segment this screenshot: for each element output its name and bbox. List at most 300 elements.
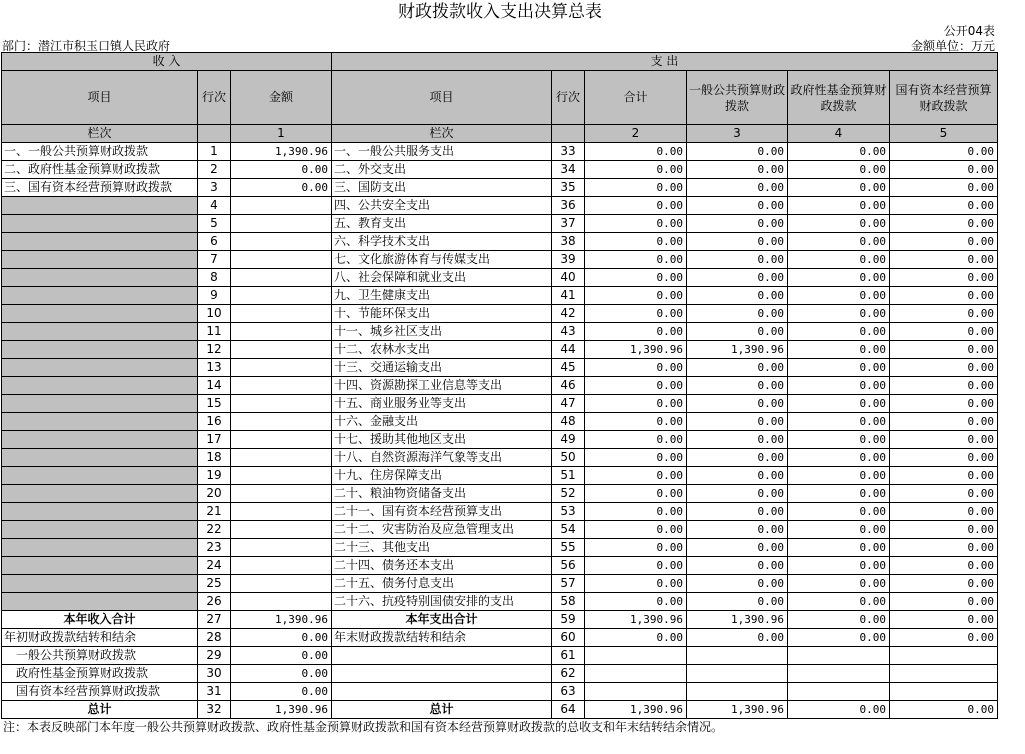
income-amount: [231, 539, 332, 557]
expense-state-capital: 0.00: [890, 359, 998, 377]
gov-fund-header: 政府性基金预算财政拨款: [788, 71, 890, 125]
expense-item: 十一、城乡社区支出: [332, 323, 552, 341]
summary-row: [2, 611, 998, 629]
grand-total-income-amount: 1,390.96: [231, 701, 332, 719]
end-balance-general: 0.00: [687, 629, 788, 647]
grand-total-gov-fund: 0.00: [788, 701, 890, 719]
expense-state-capital: 0.00: [890, 215, 998, 233]
income-amount: 0.00: [231, 161, 332, 179]
income-amount: [231, 233, 332, 251]
expense-gov-fund: 0.00: [788, 395, 890, 413]
expense-gov-fund: 0.00: [788, 197, 890, 215]
expense-state-capital: 0.00: [890, 485, 998, 503]
expense-general-budget: 0.00: [687, 269, 788, 287]
expense-item: 十九、住房保障支出: [332, 467, 552, 485]
expense-general-budget: 0.00: [687, 395, 788, 413]
blank-cell: [585, 647, 687, 665]
table-row: [2, 359, 998, 377]
col-index-4: 4: [788, 125, 890, 143]
income-amount: [231, 431, 332, 449]
income-line-no: 18: [198, 449, 231, 467]
grand-total-expense-line-no: 64: [552, 701, 585, 719]
table-row: [2, 251, 998, 269]
income-amount: [231, 521, 332, 539]
expense-total: 0.00: [585, 575, 687, 593]
col-index-1: 1: [231, 125, 332, 143]
income-line-header: 行次: [198, 71, 231, 125]
expense-total: 0.00: [585, 143, 687, 161]
expense-state-capital: 0.00: [890, 179, 998, 197]
expense-total-gov-fund: 0.00: [788, 611, 890, 629]
col-index-2: 2: [585, 125, 687, 143]
expense-general-budget: 0.00: [687, 467, 788, 485]
blank-cell: [687, 647, 788, 665]
expense-total-sum: 1,390.96: [585, 611, 687, 629]
expense-general-budget: 1,390.96: [687, 341, 788, 359]
expense-gov-fund: 0.00: [788, 575, 890, 593]
income-line-no: 2: [198, 161, 231, 179]
blank-cell: [788, 647, 890, 665]
expense-state-capital: 0.00: [890, 521, 998, 539]
income-index-label: 栏次: [2, 125, 198, 143]
expense-general-budget: 0.00: [687, 431, 788, 449]
balance-subitem-amount: 0.00: [231, 683, 332, 701]
income-item: [2, 521, 198, 539]
end-balance-total: 0.00: [585, 629, 687, 647]
expense-total: 0.00: [585, 161, 687, 179]
income-amount: [231, 215, 332, 233]
table-row: [2, 179, 998, 197]
table-row: [2, 557, 998, 575]
income-line-no: 25: [198, 575, 231, 593]
expense-state-capital: 0.00: [890, 593, 998, 611]
expense-total-state-capital: 0.00: [890, 611, 998, 629]
expense-gov-fund: 0.00: [788, 467, 890, 485]
expense-gov-fund: 0.00: [788, 431, 890, 449]
expense-total: 0.00: [585, 539, 687, 557]
expense-gov-fund: 0.00: [788, 503, 890, 521]
expense-item: 十二、农林水支出: [332, 341, 552, 359]
col-index-3: 3: [687, 125, 788, 143]
table-row: [2, 197, 998, 215]
income-amount: 1,390.96: [231, 143, 332, 161]
expense-line-no: 49: [552, 431, 585, 449]
expense-gov-fund: 0.00: [788, 449, 890, 467]
income-item: [2, 449, 198, 467]
income-amount: 0.00: [231, 179, 332, 197]
income-line-no: 23: [198, 539, 231, 557]
table-body: [2, 53, 998, 719]
expense-gov-fund: 0.00: [788, 287, 890, 305]
expense-line-no: 34: [552, 161, 585, 179]
income-item: [2, 395, 198, 413]
income-line-no: 9: [198, 287, 231, 305]
end-balance-gov-fund: 0.00: [788, 629, 890, 647]
expense-line-no: 39: [552, 251, 585, 269]
expense-item: 二十六、抗疫特别国债安排的支出: [332, 593, 552, 611]
expense-gov-fund: 0.00: [788, 413, 890, 431]
table-row: [2, 215, 998, 233]
expense-state-capital: 0.00: [890, 395, 998, 413]
expense-gov-fund: 0.00: [788, 341, 890, 359]
expense-line-no: 38: [552, 233, 585, 251]
income-amount: [231, 341, 332, 359]
expense-total: 0.00: [585, 413, 687, 431]
blank-cell: [788, 665, 890, 683]
income-amount: [231, 557, 332, 575]
income-line-no: 7: [198, 251, 231, 269]
income-line-no: 4: [198, 197, 231, 215]
expense-general-budget: 0.00: [687, 143, 788, 161]
table-row: [2, 467, 998, 485]
income-item: [2, 503, 198, 521]
table-row: [2, 161, 998, 179]
balance-row: [2, 629, 998, 647]
table-row: [2, 413, 998, 431]
grand-total-sum: 1,390.96: [585, 701, 687, 719]
col-index-5: 5: [890, 125, 998, 143]
table-row: [2, 269, 998, 287]
income-line-no: 19: [198, 467, 231, 485]
balance-subitem-line-no: 31: [198, 683, 231, 701]
table-row: [2, 305, 998, 323]
expense-general-budget: 0.00: [687, 215, 788, 233]
income-line-no: 6: [198, 233, 231, 251]
income-item: [2, 539, 198, 557]
expense-line-no: 56: [552, 557, 585, 575]
balance-subitem-label: 政府性基金预算财政拨款: [2, 665, 198, 683]
blank-cell: [332, 683, 552, 701]
income-item: [2, 485, 198, 503]
table-row: [2, 143, 998, 161]
expense-general-budget: 0.00: [687, 179, 788, 197]
expense-line-no: 58: [552, 593, 585, 611]
expense-state-capital: 0.00: [890, 251, 998, 269]
blank-cell: [332, 665, 552, 683]
expense-general-budget: 0.00: [687, 197, 788, 215]
expense-line-no: 44: [552, 341, 585, 359]
unit-label: 金额单位：万元: [910, 39, 995, 53]
income-amount: [231, 305, 332, 323]
income-amount: [231, 485, 332, 503]
income-item-header: 项目: [2, 71, 198, 125]
expense-item: 二十二、灾害防治及应急管理支出: [332, 521, 552, 539]
table-row: [2, 539, 998, 557]
expense-line-no: 57: [552, 575, 585, 593]
expense-total: 0.00: [585, 323, 687, 341]
expense-line-header: 行次: [552, 71, 585, 125]
income-line-no: 14: [198, 377, 231, 395]
expense-gov-fund: 0.00: [788, 143, 890, 161]
income-total-label: 本年收入合计: [2, 611, 198, 629]
expense-general-budget: 0.00: [687, 557, 788, 575]
expense-total: 0.00: [585, 467, 687, 485]
balance-subitem-line-no: 29: [198, 647, 231, 665]
income-item: [2, 413, 198, 431]
expense-item: 四、公共安全支出: [332, 197, 552, 215]
expense-line-no: 37: [552, 215, 585, 233]
income-amount: [231, 323, 332, 341]
expense-total: 0.00: [585, 215, 687, 233]
income-item: 二、政府性基金预算财政拨款: [2, 161, 198, 179]
income-line-no: 8: [198, 269, 231, 287]
income-line-no: 22: [198, 521, 231, 539]
total-header: 合计: [585, 71, 687, 125]
expense-general-budget: 0.00: [687, 485, 788, 503]
expense-line-no: 40: [552, 269, 585, 287]
expense-gov-fund: 0.00: [788, 539, 890, 557]
grand-total-general: 1,390.96: [687, 701, 788, 719]
expense-state-capital: 0.00: [890, 341, 998, 359]
expense-item: 二十五、债务付息支出: [332, 575, 552, 593]
expense-state-capital: 0.00: [890, 161, 998, 179]
income-line-no: 3: [198, 179, 231, 197]
end-balance-state-capital: 0.00: [890, 629, 998, 647]
expense-item: 八、社会保障和就业支出: [332, 269, 552, 287]
table-row: [2, 233, 998, 251]
income-total-amount: 1,390.96: [231, 611, 332, 629]
balance-subitem-line-no: 30: [198, 665, 231, 683]
expense-line-no: 42: [552, 305, 585, 323]
budget-table: [1, 52, 998, 719]
income-item: [2, 557, 198, 575]
expense-general-budget: 0.00: [687, 323, 788, 341]
income-amount: [231, 575, 332, 593]
expense-item: 十七、援助其他地区支出: [332, 431, 552, 449]
expense-line-no: 50: [552, 449, 585, 467]
income-amount: [231, 413, 332, 431]
table-row: [2, 521, 998, 539]
income-line-no: 20: [198, 485, 231, 503]
expense-total: 0.00: [585, 251, 687, 269]
expense-state-capital: 0.00: [890, 143, 998, 161]
income-line-no: 21: [198, 503, 231, 521]
income-item: [2, 431, 198, 449]
expense-state-capital: 0.00: [890, 233, 998, 251]
index-blank: [198, 125, 231, 143]
expense-general-budget: 0.00: [687, 161, 788, 179]
expense-general-budget: 0.00: [687, 377, 788, 395]
income-amount: [231, 467, 332, 485]
expense-item: 九、卫生健康支出: [332, 287, 552, 305]
expense-total-line-no: 59: [552, 611, 585, 629]
income-item: [2, 269, 198, 287]
expense-item: 十三、交通运输支出: [332, 359, 552, 377]
expense-item: 二、外交支出: [332, 161, 552, 179]
expense-total: 0.00: [585, 197, 687, 215]
expense-line-no: 54: [552, 521, 585, 539]
balance-subitem-row: [2, 647, 998, 665]
expense-item: 七、文化旅游体育与传媒支出: [332, 251, 552, 269]
end-balance-label: 年末财政拨款结转和结余: [332, 629, 552, 647]
income-amount: [231, 359, 332, 377]
expense-item-header: 项目: [332, 71, 552, 125]
income-line-no: 16: [198, 413, 231, 431]
section-header-row: [2, 53, 998, 71]
income-line-no: 10: [198, 305, 231, 323]
income-item: [2, 575, 198, 593]
expense-state-capital: 0.00: [890, 575, 998, 593]
table-row: [2, 593, 998, 611]
expense-total: 0.00: [585, 431, 687, 449]
expense-total-general: 1,390.96: [687, 611, 788, 629]
expense-line-no: 47: [552, 395, 585, 413]
income-line-no: 1: [198, 143, 231, 161]
income-amount: [231, 287, 332, 305]
expense-state-capital: 0.00: [890, 377, 998, 395]
expense-state-capital: 0.00: [890, 467, 998, 485]
expense-item: 五、教育支出: [332, 215, 552, 233]
expense-total: 0.00: [585, 179, 687, 197]
expense-total: 0.00: [585, 557, 687, 575]
expense-line-no: 61: [552, 647, 585, 665]
grand-total-state-capital: 0.00: [890, 701, 998, 719]
income-line-no: 13: [198, 359, 231, 377]
expense-item: 十八、自然资源海洋气象等支出: [332, 449, 552, 467]
expense-state-capital: 0.00: [890, 269, 998, 287]
expense-total: 0.00: [585, 521, 687, 539]
income-amount: [231, 251, 332, 269]
expense-gov-fund: 0.00: [788, 215, 890, 233]
expense-gov-fund: 0.00: [788, 233, 890, 251]
footnote: 注：本表反映部门本年度一般公共预算财政拨款、政府性基金预算财政拨款和国有资本经营预算财政拨款的总收支和年末结转结余情况。: [3, 720, 724, 734]
expense-gov-fund: 0.00: [788, 359, 890, 377]
expense-general-budget: 0.00: [687, 287, 788, 305]
expense-line-no: 55: [552, 539, 585, 557]
expense-total-label: 本年支出合计: [332, 611, 552, 629]
expense-item: 十四、资源勘探工业信息等支出: [332, 377, 552, 395]
expense-total: 0.00: [585, 449, 687, 467]
expense-gov-fund: 0.00: [788, 305, 890, 323]
expense-gov-fund: 0.00: [788, 179, 890, 197]
income-item: [2, 215, 198, 233]
table-row: [2, 449, 998, 467]
expense-item: 一、一般公共服务支出: [332, 143, 552, 161]
income-item: [2, 197, 198, 215]
expense-item: 二十三、其他支出: [332, 539, 552, 557]
expense-line-no: 46: [552, 377, 585, 395]
general-budget-header: 一般公共预算财政拨款: [687, 71, 788, 125]
expense-state-capital: 0.00: [890, 287, 998, 305]
expense-state-capital: 0.00: [890, 197, 998, 215]
expense-gov-fund: 0.00: [788, 323, 890, 341]
expense-total: 0.00: [585, 485, 687, 503]
begin-balance-amount: 0.00: [231, 629, 332, 647]
expense-item: 十五、商业服务业等支出: [332, 395, 552, 413]
expense-total: 0.00: [585, 503, 687, 521]
begin-balance-line-no: 28: [198, 629, 231, 647]
income-section-header: 收 入: [2, 53, 332, 71]
blank-cell: [687, 665, 788, 683]
department-label: 部门：潜江市积玉口镇人民政府: [2, 39, 171, 53]
grand-total-income-line-no: 32: [198, 701, 231, 719]
expense-line-no: 41: [552, 287, 585, 305]
blank-cell: [890, 683, 998, 701]
table-row: [2, 395, 998, 413]
expense-state-capital: 0.00: [890, 503, 998, 521]
form-code: 公开04表: [943, 24, 995, 38]
expense-total: 0.00: [585, 395, 687, 413]
balance-subitem-label: 一般公共预算财政拨款: [2, 647, 198, 665]
income-item: [2, 593, 198, 611]
table-row: [2, 575, 998, 593]
table-row: [2, 341, 998, 359]
expense-general-budget: 0.00: [687, 521, 788, 539]
expense-general-budget: 0.00: [687, 593, 788, 611]
expense-total: 0.00: [585, 359, 687, 377]
expense-general-budget: 0.00: [687, 413, 788, 431]
expense-line-no: 43: [552, 323, 585, 341]
expense-line-no: 63: [552, 683, 585, 701]
table-row: [2, 485, 998, 503]
income-item: 一、一般公共预算财政拨款: [2, 143, 198, 161]
expense-line-no: 45: [552, 359, 585, 377]
expense-item: 二十一、国有资本经营预算支出: [332, 503, 552, 521]
expense-total: 0.00: [585, 233, 687, 251]
expense-section-header: 支 出: [332, 53, 998, 71]
income-item: 三、国有资本经营预算财政拨款: [2, 179, 198, 197]
expense-item: 二十、粮油物资储备支出: [332, 485, 552, 503]
expense-item: 十六、金融支出: [332, 413, 552, 431]
report-title: 财政拨款收入支出决算总表: [398, 2, 602, 22]
expense-line-no: 52: [552, 485, 585, 503]
expense-general-budget: 0.00: [687, 359, 788, 377]
expense-state-capital: 0.00: [890, 431, 998, 449]
income-amount: [231, 377, 332, 395]
income-item: [2, 377, 198, 395]
income-line-no: 5: [198, 215, 231, 233]
expense-total: 0.00: [585, 593, 687, 611]
expense-state-capital: 0.00: [890, 449, 998, 467]
table-row: [2, 377, 998, 395]
table-row: [2, 287, 998, 305]
expense-state-capital: 0.00: [890, 557, 998, 575]
expense-total: 0.00: [585, 305, 687, 323]
expense-item: 二十四、债务还本支出: [332, 557, 552, 575]
income-item: [2, 359, 198, 377]
income-line-no: 12: [198, 341, 231, 359]
expense-line-no: 51: [552, 467, 585, 485]
income-amount: [231, 449, 332, 467]
income-line-no: 26: [198, 593, 231, 611]
income-line-no: 17: [198, 431, 231, 449]
blank-cell: [890, 647, 998, 665]
blank-cell: [585, 665, 687, 683]
income-item: [2, 251, 198, 269]
expense-gov-fund: 0.00: [788, 521, 890, 539]
expense-general-budget: 0.00: [687, 233, 788, 251]
blank-cell: [687, 683, 788, 701]
income-item: [2, 305, 198, 323]
expense-gov-fund: 0.00: [788, 485, 890, 503]
expense-line-no: 36: [552, 197, 585, 215]
grand-total-income-label: 总计: [2, 701, 198, 719]
income-amount: [231, 197, 332, 215]
expense-general-budget: 0.00: [687, 449, 788, 467]
blank-cell: [332, 647, 552, 665]
income-item: [2, 233, 198, 251]
income-item: [2, 467, 198, 485]
balance-subitem-amount: 0.00: [231, 665, 332, 683]
expense-index-label: 栏次: [332, 125, 552, 143]
expense-line-no: 48: [552, 413, 585, 431]
expense-gov-fund: 0.00: [788, 251, 890, 269]
blank-cell: [585, 683, 687, 701]
column-index-row: [2, 125, 998, 143]
expense-gov-fund: 0.00: [788, 269, 890, 287]
income-amount-header: 金额: [231, 71, 332, 125]
expense-state-capital: 0.00: [890, 539, 998, 557]
